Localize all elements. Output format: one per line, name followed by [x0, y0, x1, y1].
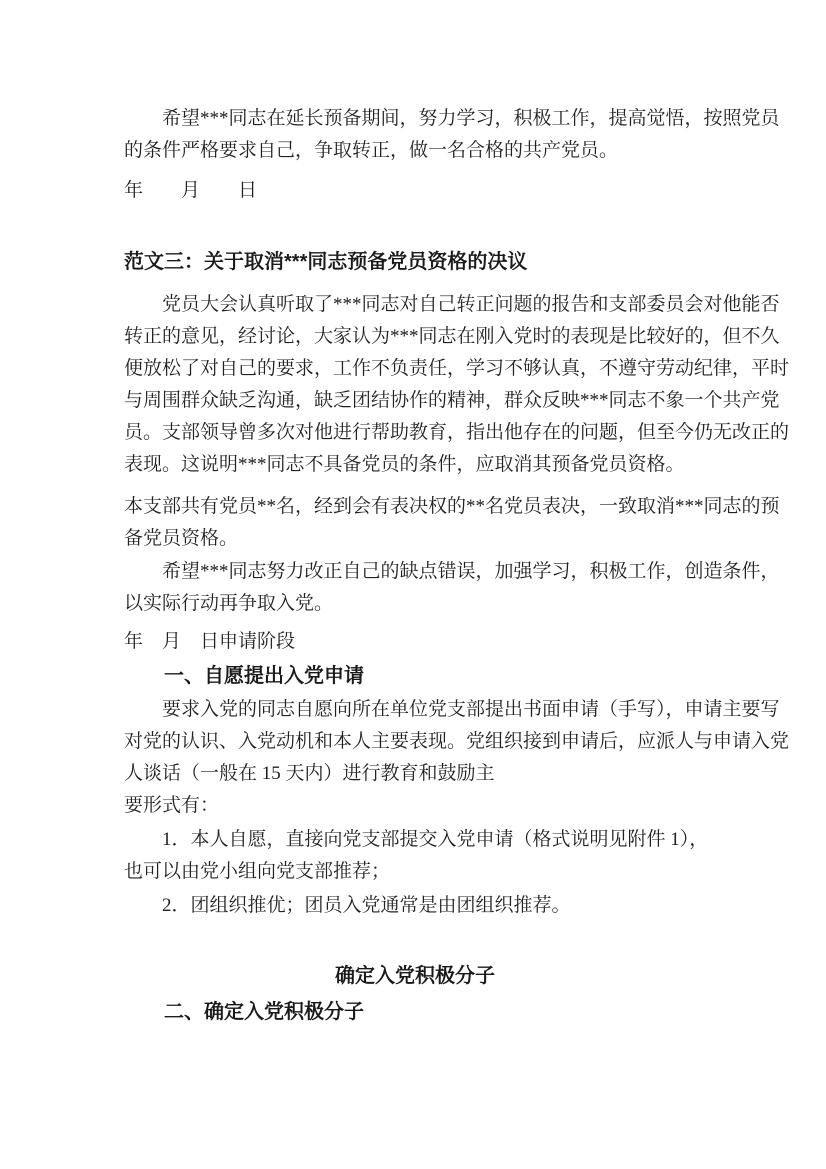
- text-line: 便放松了对自己的要求，工作不负责任，学习不够认真，不遵守劳动纪律，平时: [124, 358, 790, 379]
- heading-2-determine-activists: [124, 996, 706, 1028]
- date-application-stage-line: [124, 626, 706, 658]
- text-line: 人谈话（一般在 15 天内）进行教育和鼓励主: [124, 763, 495, 784]
- para-application-procedure: [124, 694, 790, 790]
- center-title-determine-activists: [124, 960, 706, 992]
- text-line: 范文三：关于取消***同志预备党员资格的决议: [124, 251, 528, 273]
- para-main-forms: [124, 790, 706, 822]
- text-line: 的条件严格要求自己，争取转正，做一名合格的共产党员。: [124, 140, 619, 161]
- document-body: [124, 103, 790, 1028]
- heading-1-voluntary-application: [124, 660, 706, 692]
- text-line: 要求入党的同志自愿向所在单位党支部提出书面申请（手写），申请主要写: [162, 699, 780, 720]
- text-line: 备党员资格。: [124, 528, 239, 549]
- text-line: 对党的认识、入党动机和本人主要表现。党组织接到申请后，应派人与申请入党: [124, 731, 790, 752]
- text-line: 1．本人自愿，直接向党支部提交入党申请（格式说明见附件 1），: [162, 829, 709, 850]
- para-hope-extended-probation: [124, 103, 780, 167]
- para-branch-vote: [124, 491, 780, 555]
- text-line: 以实际行动再争取入党。: [124, 593, 334, 614]
- text-line: 确定入党积极分子: [335, 965, 495, 987]
- text-line: 年 月 日: [124, 180, 258, 201]
- list-item-2-league-recommendation: [124, 890, 706, 922]
- text-line: 年 月 日申请阶段: [124, 631, 296, 652]
- section-title-fanwen-3: [124, 246, 706, 278]
- text-line: 与周围群众缺乏沟通，缺乏团结协作的精神，群众反映***同志不象一个共产党: [124, 390, 780, 411]
- text-line: 本支部共有党员**名，经到会有表决权的**名党员表决，一致取消***同志的预: [124, 496, 780, 517]
- text-line: 希望***同志在延长预备期间，努力学习，积极工作，提高觉悟，按照党员: [162, 108, 780, 129]
- text-line: 表现。这说明***同志不具备党员的条件，应取消其预备党员资格。: [124, 454, 685, 475]
- text-line: 转正的意见，经讨论，大家认为***同志在刚入党时的表现是比较好的，但不久: [124, 326, 780, 347]
- text-line: 二、确定入党积极分子: [164, 1001, 364, 1023]
- text-line: 一、自愿提出入党申请: [164, 665, 364, 687]
- text-line: 也可以由党小组向党支部推荐；: [124, 861, 391, 882]
- text-line: 要形式有：: [124, 795, 220, 816]
- para-hope-correct-mistakes: [124, 556, 780, 620]
- text-line: 党员大会认真听取了***同志对自己转正问题的报告和支部委员会对他能否: [162, 294, 780, 315]
- text-line: 希望***同志努力改正自己的缺点错误，加强学习，积极工作，创造条件，: [162, 561, 780, 582]
- para-meeting-discussion: [124, 289, 790, 481]
- list-item-1-self-application: [124, 824, 709, 888]
- date-line: [124, 175, 706, 207]
- text-line: 2．团组织推优；团员入党通常是由团组织推荐。: [162, 895, 571, 916]
- text-line: 员。支部领导曾多次对他进行帮助教育，指出他存在的问题，但至今仍无改正的: [124, 422, 790, 443]
